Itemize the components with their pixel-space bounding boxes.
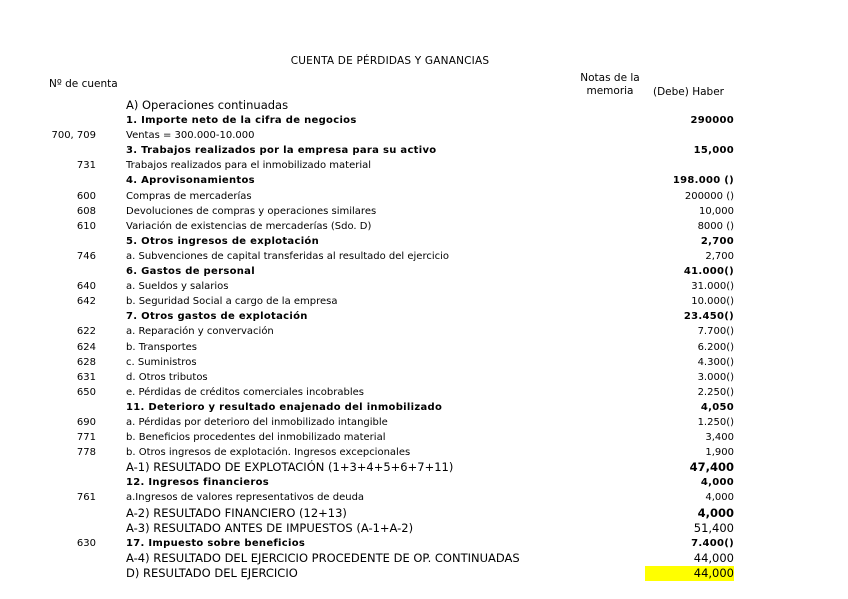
row-amount: 15,000 [693, 145, 734, 157]
row-amount: 47,400 [689, 460, 734, 475]
column-header-account: Nº de cuenta [49, 78, 118, 90]
account-number: 650 [76, 386, 96, 398]
table-row [0, 189, 848, 204]
account-number: 628 [76, 356, 96, 368]
row-amount: 6.200() [697, 341, 734, 353]
page-title: CUENTA DE PÉRDIDAS Y GANANCIAS [290, 55, 490, 67]
table-row [0, 234, 848, 249]
table-row [0, 430, 848, 445]
row-description: A-2) RESULTADO FINANCIERO (12+13) [126, 505, 347, 520]
row-amount: 4,000 [705, 492, 734, 504]
row-amount: 44,000 [693, 550, 734, 565]
table-row [0, 521, 848, 536]
account-number: 610 [76, 220, 96, 232]
table-row [0, 385, 848, 400]
table-row [0, 475, 848, 490]
account-number: 600 [76, 190, 96, 202]
table-row [0, 264, 848, 279]
account-number: 608 [76, 205, 96, 217]
column-header-notes-line1: Notas de la [580, 72, 640, 84]
row-amount: 3.000() [697, 371, 734, 383]
account-number: 771 [76, 432, 96, 444]
row-amount: 10.000() [691, 296, 734, 308]
table-row [0, 370, 848, 385]
account-number: 778 [76, 447, 96, 459]
row-description: b. Seguridad Social a cargo de la empresa [126, 296, 338, 308]
table-row [0, 400, 848, 415]
account-number: 630 [76, 537, 96, 549]
column-header-notes-line2: memoria [586, 85, 634, 97]
table-row [0, 324, 848, 339]
table-row [0, 219, 848, 234]
table-row [0, 566, 848, 581]
row-description: 3. Trabajos realizados por la empresa para su activo [126, 145, 437, 157]
row-description: b. Transportes [126, 341, 197, 353]
row-description: D) RESULTADO DEL EJERCICIO [126, 565, 298, 580]
row-description: A-1) RESULTADO DE EXPLOTACIÓN (1+3+4+5+6+7+11) [126, 460, 454, 475]
row-amount: 4,050 [700, 401, 734, 413]
table-row [0, 279, 848, 294]
row-amount: 200000 () [684, 190, 734, 202]
table-row [0, 551, 848, 566]
row-amount: 41.000() [683, 266, 734, 278]
row-description: 12. Ingresos financieros [126, 477, 270, 489]
row-description: 11. Deterioro y resultado enajenado del inmobilizado [126, 401, 443, 413]
row-description: 17. Impuesto sobre beneficios [126, 537, 306, 549]
statement-table [0, 98, 848, 581]
row-amount: 4,000 [700, 477, 734, 489]
row-description: Devoluciones de compras y operaciones similares [126, 205, 377, 217]
row-description: 7. Otros gastos de explotación [126, 311, 308, 323]
table-row [0, 173, 848, 188]
account-number: 631 [76, 371, 96, 383]
table-row [0, 113, 848, 128]
account-number: 640 [76, 281, 96, 293]
row-amount: 44,000 [645, 566, 734, 581]
account-number: 761 [76, 492, 96, 504]
table-row [0, 536, 848, 551]
row-amount: 2,700 [700, 235, 734, 247]
row-amount: 7.700() [697, 326, 734, 338]
row-amount: 198.000 () [672, 175, 734, 187]
table-row [0, 490, 848, 505]
row-amount: 4,000 [697, 505, 734, 520]
row-amount: 1,900 [705, 447, 734, 459]
table-row [0, 340, 848, 355]
row-description: 1. Importe neto de la cifra de negocios [126, 115, 357, 127]
table-row [0, 309, 848, 324]
column-header-notes [570, 72, 650, 98]
row-description: A-3) RESULTADO ANTES DE IMPUESTOS (A-1+A-2) [126, 520, 414, 535]
row-amount: 31.000() [691, 281, 734, 293]
table-row [0, 128, 848, 143]
row-description: Variación de existencias de mercaderías (Sdo. D) [126, 220, 372, 232]
row-description: A-4) RESULTADO DEL EJERCICIO PROCEDENTE DE OP. CONTINUADAS [126, 550, 520, 565]
row-amount: 1.250() [697, 416, 734, 428]
row-description: e. Pérdidas de créditos comerciales incobrables [126, 386, 364, 398]
table-row [0, 355, 848, 370]
row-amount: 51,400 [693, 520, 734, 535]
row-description: 6. Gastos de personal [126, 266, 255, 278]
row-description: 4. Aprovisonamientos [126, 175, 255, 187]
row-description: A) Operaciones continuadas [126, 98, 289, 112]
table-row [0, 445, 848, 460]
row-amount: 23.450() [683, 311, 734, 323]
table-row [0, 249, 848, 264]
row-description: a. Sueldos y salarios [126, 281, 229, 293]
row-amount: 8000 () [697, 220, 734, 232]
table-row [0, 204, 848, 219]
table-row [0, 415, 848, 430]
table-row [0, 158, 848, 173]
account-number: 622 [76, 326, 96, 338]
row-description: 5. Otros ingresos de explotación [126, 235, 320, 247]
row-description: a. Pérdidas por deterioro del inmobilizado intangible [126, 416, 388, 428]
table-row [0, 143, 848, 158]
table-row [0, 294, 848, 309]
row-description: b. Beneficios procedentes del inmobilizado material [126, 432, 386, 444]
row-description: a. Subvenciones de capital transferidas al resultado del ejercicio [126, 250, 450, 262]
row-description: a.Ingresos de valores representativos de deuda [126, 492, 365, 504]
account-number: 700, 709 [51, 130, 96, 142]
row-amount: 2.250() [697, 386, 734, 398]
row-amount: 2,700 [705, 250, 734, 262]
account-number: 746 [76, 250, 96, 262]
row-description: c. Suministros [126, 356, 197, 368]
row-amount: 10,000 [699, 205, 734, 217]
row-amount: 3,400 [705, 432, 734, 444]
table-row [0, 98, 848, 113]
row-amount: 290000 [690, 115, 734, 127]
account-number: 642 [76, 296, 96, 308]
row-description: Compras de mercaderías [126, 190, 252, 202]
account-number: 731 [76, 160, 96, 172]
row-description: b. Otros ingresos de explotación. Ingresos excepcionales [126, 447, 411, 459]
row-amount: 4.300() [697, 356, 734, 368]
column-header-debit-credit: (Debe) Haber [653, 86, 724, 98]
table-row [0, 460, 848, 475]
row-description: Trabajos realizados para el inmobilizado material [126, 160, 372, 172]
row-amount: 7.400() [691, 537, 734, 549]
table-row [0, 506, 848, 521]
row-description: d. Otros tributos [126, 371, 208, 383]
row-description: a. Reparación y convervación [126, 326, 274, 338]
account-number: 624 [76, 341, 96, 353]
account-number: 690 [76, 416, 96, 428]
row-description: Ventas = 300.000-10.000 [126, 130, 255, 142]
